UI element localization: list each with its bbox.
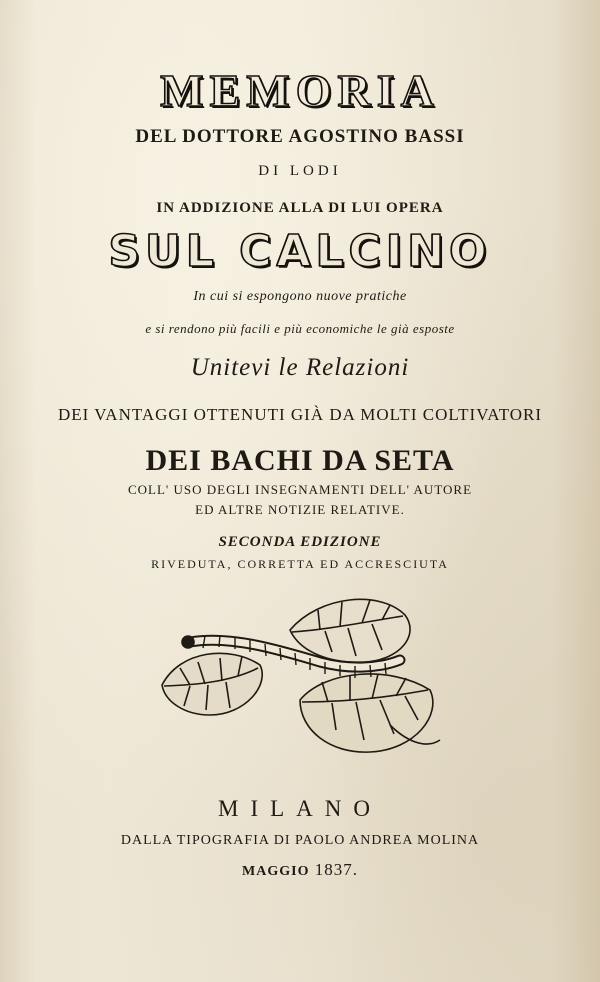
subject-title: SUL CALCINO — [108, 226, 492, 277]
place-line: DI LODI — [258, 163, 342, 179]
date-year: 1837. — [314, 860, 358, 879]
addition-line: IN ADDIZIONE ALLA DI LUI OPERA — [156, 200, 444, 216]
bachi-heading: DEI BACHI DA SETA — [145, 444, 455, 477]
author-line: DEL DOTTORE AGOSTINO BASSI — [135, 126, 465, 147]
script-line-2: e si rendono più facili e più economiche le già esposte — [145, 321, 455, 336]
date-month: MAGGIO — [242, 864, 310, 879]
script-line-1: In cui si espongono nuove pratiche — [193, 289, 407, 304]
revision-line: RIVEDUTA, CORRETTA ED ACCRESCIUTA — [151, 557, 449, 571]
edition-line: SECONDA EDIZIONE — [218, 534, 382, 550]
unitevi-heading: Unitevi le Relazioni — [190, 354, 410, 381]
city-line: MILANO — [218, 796, 382, 821]
coll-uso-line: COLL' USO DEGLI INSEGNAMENTI DELL' AUTORE — [127, 482, 473, 497]
printer-line: DALLA TIPOGRAFIA DI PAOLO ANDREA MOLINA — [120, 833, 480, 848]
vantaggi-line: DEI VANTAGGI OTTENUTI GIÀ DA MOLTI COLTIVATORI — [57, 405, 543, 424]
altre-notizie-line: ED ALTRE NOTIZIE RELATIVE. — [195, 502, 405, 517]
date-line — [0, 860, 600, 880]
title: MEMORIA — [160, 65, 440, 116]
silkworm-on-mulberry-leaves-icon — [150, 590, 450, 760]
